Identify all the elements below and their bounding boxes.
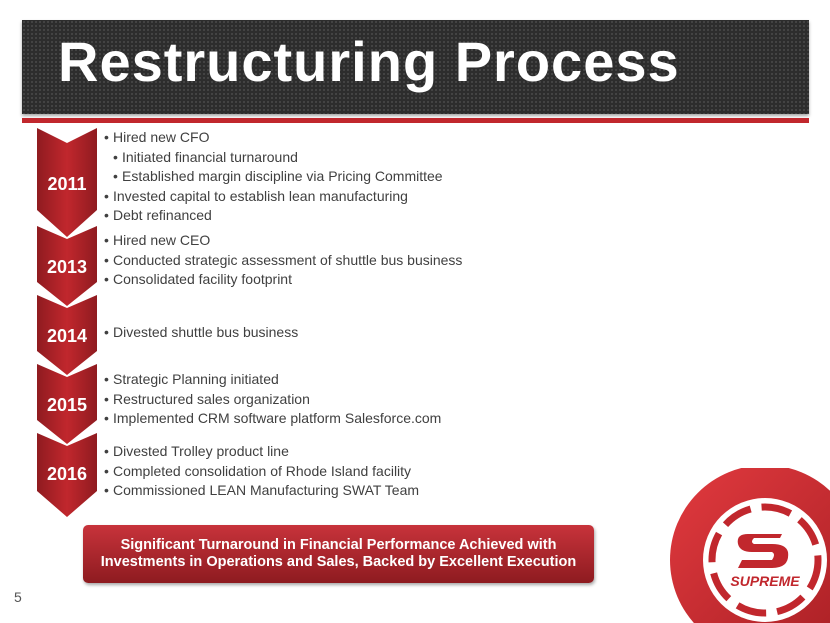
list-item: • Consolidated facility footprint [104, 270, 462, 290]
list-item: • Established margin discipline via Pricing Committee [113, 167, 443, 187]
list-item: • Strategic Planning initiated [104, 370, 441, 390]
list-item: • Completed consolidation of Rhode Island facility [104, 462, 419, 482]
bullet-list-2016 [104, 442, 419, 501]
page-number: 5 [14, 589, 22, 605]
timeline-chevron-2013 [37, 226, 97, 306]
list-item: • Invested capital to establish lean manufacturing [104, 187, 443, 207]
bullet-list-2013 [104, 231, 462, 290]
timeline-chevron-2015 [37, 364, 97, 444]
title-underline [22, 118, 809, 123]
list-item: • Initiated financial turnaround [113, 148, 443, 168]
title-bar [22, 20, 809, 114]
bullet-list-2011 [104, 128, 443, 226]
list-item: • Divested shuttle bus business [104, 323, 298, 343]
list-item: • Divested Trolley product line [104, 442, 419, 462]
timeline-chevron-2014 [37, 295, 97, 375]
list-item: • Debt refinanced [104, 206, 443, 226]
list-item: • Hired new CFO [104, 128, 443, 148]
supreme-logo-icon [664, 468, 830, 623]
list-item: • Implemented CRM software platform Salesforce.com [104, 409, 441, 429]
timeline-chevron-2016 [37, 433, 97, 517]
list-item: • Hired new CEO [104, 231, 462, 251]
year-label: 2015 [46, 395, 88, 415]
year-label: 2011 [47, 174, 87, 194]
page-title: Restructuring Process [58, 30, 680, 93]
bullet-list-2014 [104, 323, 298, 343]
banner-line-2: Investments in Operations and Sales, Backed by Excellent Execution [100, 554, 577, 570]
timeline-chevron-2011 [37, 128, 97, 237]
summary-banner [83, 525, 594, 583]
list-item: • Conducted strategic assessment of shuttle bus business [104, 251, 462, 271]
year-label: 2014 [46, 326, 88, 346]
year-label: 2013 [46, 257, 88, 277]
logo-wordmark: SUPREME [730, 573, 800, 589]
bullet-list-2015 [104, 370, 441, 429]
banner-line-1: Significant Turnaround in Financial Performance Achieved with [120, 537, 557, 553]
list-item: • Commissioned LEAN Manufacturing SWAT Team [104, 481, 419, 501]
list-item: • Restructured sales organization [104, 390, 441, 410]
year-label: 2016 [46, 464, 88, 484]
